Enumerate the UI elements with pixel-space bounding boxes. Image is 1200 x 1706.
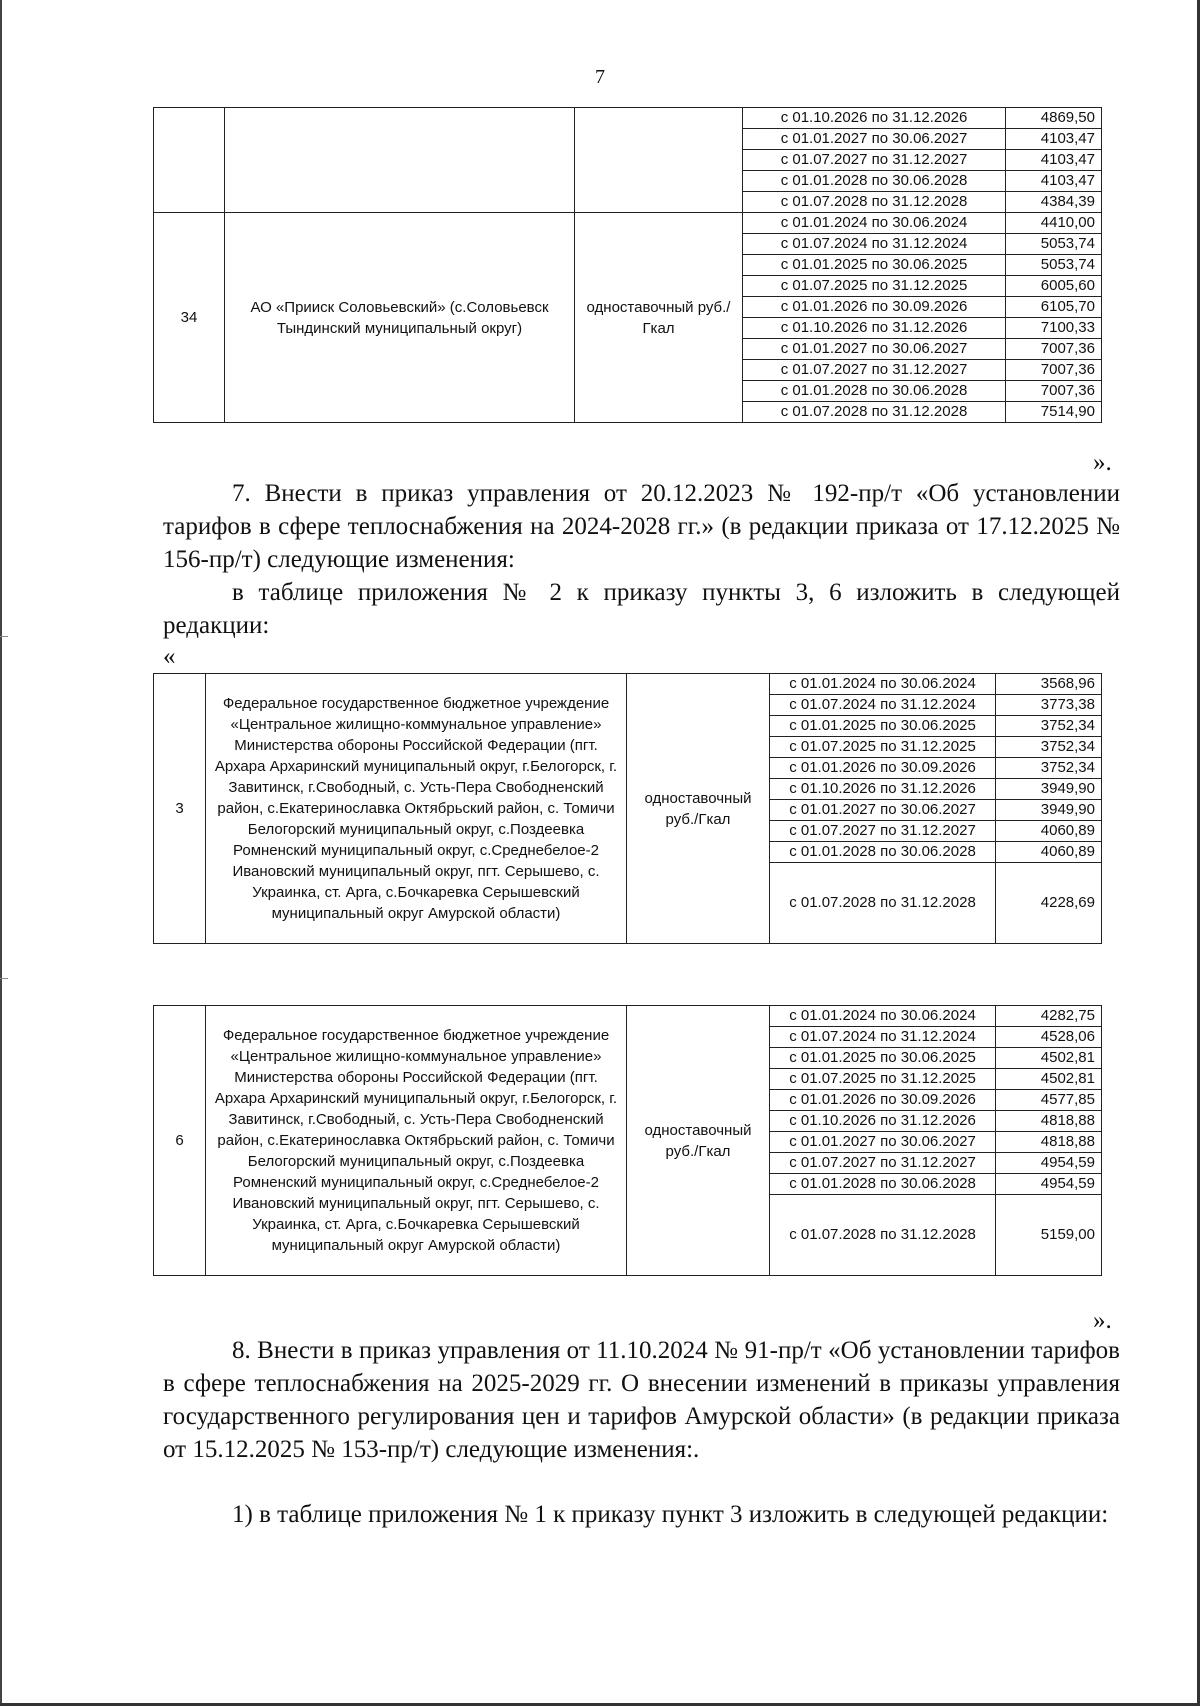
period-cell: с 01.10.2026 по 31.12.2026 (743, 108, 1006, 129)
tariff-type-cell: одноставочный руб./Гкал (627, 1006, 770, 1276)
value-cell: 4103,47 (1006, 150, 1102, 171)
organization-cell: Федеральное государственное бюджетное учреждение «Центральное жилищно-коммунальное управление» Министерства обороны Российской Федерации (пгт. Архара Архаринский муниципальный округ, г.Белогорск, г. Завитинск, г.Свободный, с. Усть-Пера Свободненский район, с.Екатеринославка Октябрьский район, с. Томичи Белогорский муниципальный округ, с.Поздеевка Ромненский муниципальный округ, с.Среднебелое-2 Ивановский муниципальный округ, пгт. Серышево, с. Украинка, ст. Арга, с.Бочкаревка Серышевский муниципальный округ Амурской области) (206, 674, 627, 944)
period-cell: с 01.07.2024 по 31.12.2024 (743, 234, 1006, 255)
value-cell: 4528,06 (996, 1027, 1102, 1048)
value-cell: 3949,90 (996, 779, 1102, 800)
paragraph-7: 7. Внести в приказ управления от 20.12.2023 № 192-пр/т «Об установлении тарифов в сфере теплоснабжения на 2024-2028 гг.» (в редакции приказа от 17.12.2025 № 156-пр/т) следующие изменения: (163, 480, 1120, 573)
value-cell: 6005,60 (1006, 276, 1102, 297)
period-cell: с 01.07.2024 по 31.12.2024 (770, 1027, 996, 1048)
tariff-table-item-34 (153, 107, 1102, 423)
tariff-table-item-6 (153, 1005, 1102, 1276)
paragraph-8: 8. Внести в приказ управления от 11.10.2024 № 91-пр/т «Об установлении тарифов в сфере теплоснабжения на 2025-2029 гг. О внесении изменений в приказы управления государственного регулирования цен и тарифов Амурской области» (в редакции приказа от 15.12.2025 № 153-пр/т) следующие изменения:. (163, 1337, 1120, 1463)
period-cell: с 01.07.2027 по 31.12.2027 (770, 821, 996, 842)
value-cell: 7007,36 (1006, 381, 1102, 402)
period-cell: с 01.07.2024 по 31.12.2024 (770, 695, 996, 716)
period-cell: с 01.07.2028 по 31.12.2028 (770, 1195, 996, 1276)
paragraph-8-subtext: 1) в таблице приложения № 1 к приказу пункт 3 изложить в следующей редакции: (232, 1501, 1109, 1528)
period-cell: с 01.01.2026 по 30.09.2026 (770, 758, 996, 779)
value-cell: 7007,36 (1006, 360, 1102, 381)
period-cell: с 01.01.2024 по 30.06.2024 (770, 1006, 996, 1027)
value-cell: 5053,74 (1006, 234, 1102, 255)
period-cell: с 01.01.2027 по 30.06.2027 (743, 129, 1006, 150)
value-cell: 4502,81 (996, 1069, 1102, 1090)
organization-cell (225, 108, 575, 213)
period-cell: с 01.07.2028 по 31.12.2028 (743, 402, 1006, 423)
value-cell: 6105,70 (1006, 297, 1102, 318)
period-cell: с 01.01.2028 по 30.06.2028 (770, 842, 996, 863)
period-cell: с 01.07.2027 по 31.12.2027 (743, 150, 1006, 171)
value-cell: 4060,89 (996, 842, 1102, 863)
period-cell: с 01.10.2026 по 31.12.2026 (770, 1111, 996, 1132)
value-cell: 3752,34 (996, 716, 1102, 737)
value-cell: 4384,39 (1006, 192, 1102, 213)
value-cell: 3752,34 (996, 758, 1102, 779)
value-cell: 4818,88 (996, 1132, 1102, 1153)
period-cell: с 01.01.2028 по 30.06.2028 (743, 381, 1006, 402)
period-cell: с 01.01.2025 по 30.06.2025 (743, 255, 1006, 276)
period-cell: с 01.07.2027 по 31.12.2027 (743, 360, 1006, 381)
value-cell: 4954,59 (996, 1153, 1102, 1174)
period-cell: с 01.01.2025 по 30.06.2025 (770, 1048, 996, 1069)
tariff-table-item-3 (153, 673, 1102, 944)
period-cell: с 01.01.2026 по 30.09.2026 (743, 297, 1006, 318)
value-cell: 4818,88 (996, 1111, 1102, 1132)
period-cell: с 01.07.2025 по 31.12.2025 (770, 737, 996, 758)
period-cell: с 01.07.2028 по 31.12.2028 (743, 192, 1006, 213)
value-cell: 5159,00 (996, 1195, 1102, 1276)
number-cell: 34 (154, 213, 225, 423)
number-cell: 3 (154, 674, 206, 944)
scan-edge-left (0, 0, 2, 1706)
page-number: 7 (595, 66, 605, 88)
value-cell: 4502,81 (996, 1048, 1102, 1069)
value-cell: 4410,00 (1006, 213, 1102, 234)
period-cell: с 01.01.2024 по 30.06.2024 (743, 213, 1006, 234)
tariff-type-cell (575, 108, 743, 213)
number-cell (154, 108, 225, 213)
period-cell: с 01.10.2026 по 31.12.2026 (770, 779, 996, 800)
open-quote: « (163, 643, 176, 670)
number-cell: 6 (154, 1006, 206, 1276)
margin-tick (0, 636, 8, 637)
value-cell: 4577,85 (996, 1090, 1102, 1111)
value-cell: 7100,33 (1006, 318, 1102, 339)
value-cell: 7007,36 (1006, 339, 1102, 360)
value-cell: 4103,47 (1006, 129, 1102, 150)
value-cell: 4869,50 (1006, 108, 1102, 129)
value-cell: 4282,75 (996, 1006, 1102, 1027)
close-quote: ». (1093, 1307, 1112, 1334)
period-cell: с 01.01.2025 по 30.06.2025 (770, 716, 996, 737)
table-row (154, 1006, 1102, 1027)
period-cell: с 01.01.2027 по 30.06.2027 (770, 800, 996, 821)
period-cell: с 01.07.2028 по 31.12.2028 (770, 863, 996, 944)
table-row (154, 674, 1102, 695)
tariff-type-cell: одноставочный руб./Гкал (575, 213, 743, 423)
value-cell: 3773,38 (996, 695, 1102, 716)
organization-cell: Федеральное государственное бюджетное учреждение «Центральное жилищно-коммунальное управление» Министерства обороны Российской Федерации (пгт. Архара Архаринский муниципальный округ, г.Белогорск, г. Завитинск, г.Свободный, с. Усть-Пера Свободненский район, с.Екатеринославка Октябрьский район, с. Томичи Белогорский муниципальный округ, с.Поздеевка Ромненский муниципальный округ, с.Среднебелое-2 Ивановский муниципальный округ, пгт. Серышево, с. Украинка, ст. Арга, с.Бочкаревка Серышевский муниципальный округ Амурской области) (206, 1006, 627, 1276)
period-cell: с 01.07.2025 по 31.12.2025 (770, 1069, 996, 1090)
period-cell: с 01.01.2024 по 30.06.2024 (770, 674, 996, 695)
paragraph-7-subtext: в таблице приложения № 2 к приказу пункты 3, 6 изложить в следующей редакции: (163, 579, 1120, 639)
organization-cell: АО «Прииск Соловьевский» (с.Соловьевск Тындинский муниципальный округ) (225, 213, 575, 423)
close-quote: ». (1093, 449, 1112, 476)
value-cell: 7514,90 (1006, 402, 1102, 423)
period-cell: с 01.10.2026 по 31.12.2026 (743, 318, 1006, 339)
value-cell: 3752,34 (996, 737, 1102, 758)
period-cell: с 01.07.2025 по 31.12.2025 (743, 276, 1006, 297)
table-row (154, 213, 1102, 234)
period-cell: с 01.01.2026 по 30.09.2026 (770, 1090, 996, 1111)
period-cell: с 01.01.2027 по 30.06.2027 (770, 1132, 996, 1153)
table-row (154, 108, 1102, 129)
period-cell: с 01.01.2027 по 30.06.2027 (743, 339, 1006, 360)
period-cell: с 01.01.2028 по 30.06.2028 (743, 171, 1006, 192)
tariff-type-cell: одноставочный руб./Гкал (627, 674, 770, 944)
value-cell: 3568,96 (996, 674, 1102, 695)
value-cell: 4954,59 (996, 1174, 1102, 1195)
value-cell: 3949,90 (996, 800, 1102, 821)
value-cell: 5053,74 (1006, 255, 1102, 276)
margin-tick (0, 978, 8, 979)
value-cell: 4103,47 (1006, 171, 1102, 192)
value-cell: 4060,89 (996, 821, 1102, 842)
value-cell: 4228,69 (996, 863, 1102, 944)
period-cell: с 01.01.2028 по 30.06.2028 (770, 1174, 996, 1195)
period-cell: с 01.07.2027 по 31.12.2027 (770, 1153, 996, 1174)
